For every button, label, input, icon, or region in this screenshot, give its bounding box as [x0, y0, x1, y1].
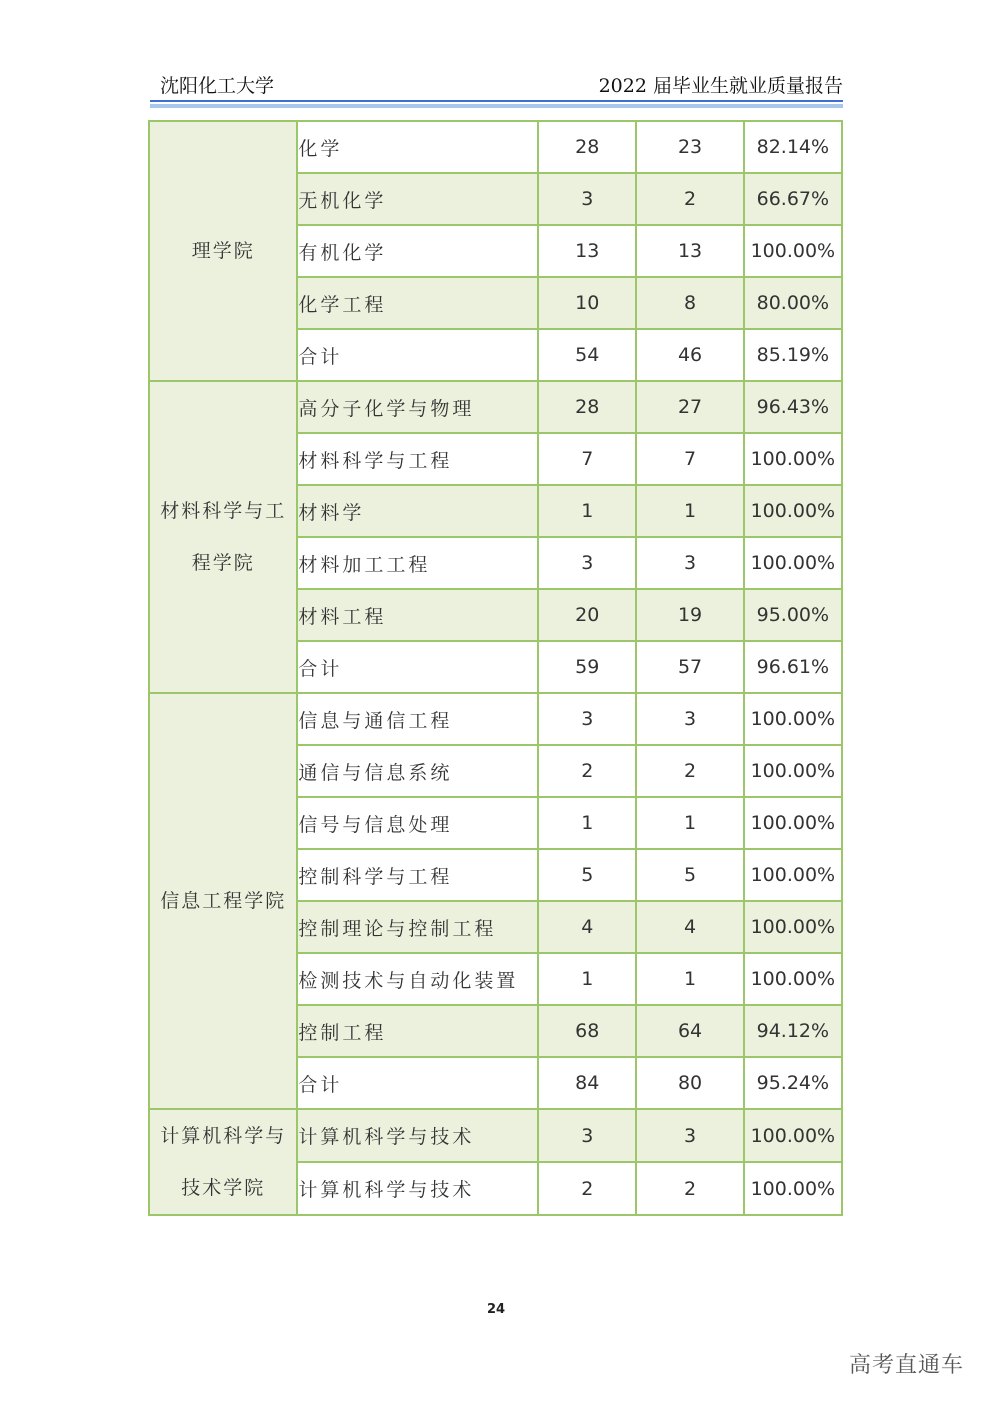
graduates-count-cell: 4	[538, 901, 636, 953]
employment-rate-cell: 100.00%	[744, 745, 842, 797]
employment-rate-cell: 100.00%	[744, 901, 842, 953]
employed-count-cell: 2	[636, 745, 743, 797]
table-row	[149, 381, 842, 433]
employed-count-cell: 1	[636, 797, 743, 849]
graduates-count-cell: 13	[538, 225, 636, 277]
major-name-cell: 材料加工工程	[297, 537, 538, 589]
employed-count-cell: 3	[636, 1109, 743, 1162]
employment-rate-cell: 100.00%	[744, 693, 842, 745]
page-number: 24	[486, 1302, 506, 1317]
major-name-cell: 控制科学与工程	[297, 849, 538, 901]
major-name-cell: 控制工程	[297, 1005, 538, 1057]
graduates-count-cell: 54	[538, 329, 636, 381]
major-name-cell: 材料工程	[297, 589, 538, 641]
employed-count-cell: 3	[636, 537, 743, 589]
graduates-count-cell: 59	[538, 641, 636, 693]
header-university-name: 沈阳化工大学	[160, 75, 275, 97]
graduates-count-cell: 1	[538, 485, 636, 537]
graduates-count-cell: 10	[538, 277, 636, 329]
graduates-count-cell: 28	[538, 381, 636, 433]
header-rule-thick	[150, 104, 843, 108]
graduates-count-cell: 5	[538, 849, 636, 901]
employment-rate-cell: 85.19%	[744, 329, 842, 381]
employment-rate-cell: 100.00%	[744, 797, 842, 849]
employed-count-cell: 46	[636, 329, 743, 381]
employment-rate-cell: 100.00%	[744, 849, 842, 901]
employment-rate-cell: 96.61%	[744, 641, 842, 693]
employment-table-body	[149, 121, 842, 1215]
employment-rate-cell: 100.00%	[744, 485, 842, 537]
major-name-cell: 无机化学	[297, 173, 538, 225]
college-name-cell: 计算机科学与技术学院	[149, 1109, 297, 1215]
table-row	[149, 121, 842, 173]
employed-count-cell: 2	[636, 1162, 743, 1215]
table-row	[149, 1109, 842, 1162]
table-row	[149, 693, 842, 745]
graduates-count-cell: 20	[538, 589, 636, 641]
employed-count-cell: 3	[636, 693, 743, 745]
employed-count-cell: 27	[636, 381, 743, 433]
employment-rate-cell: 80.00%	[744, 277, 842, 329]
employment-rate-cell: 100.00%	[744, 225, 842, 277]
employment-rate-cell: 100.00%	[744, 1162, 842, 1215]
employment-rate-cell: 82.14%	[744, 121, 842, 173]
employment-rate-cell: 66.67%	[744, 173, 842, 225]
employment-rate-cell: 95.24%	[744, 1057, 842, 1109]
graduates-count-cell: 2	[538, 1162, 636, 1215]
graduates-count-cell: 28	[538, 121, 636, 173]
employed-count-cell: 1	[636, 485, 743, 537]
graduates-count-cell: 2	[538, 745, 636, 797]
major-name-cell: 计算机科学与技术	[297, 1109, 538, 1162]
employed-count-cell: 8	[636, 277, 743, 329]
header-report-title: 2022 届毕业生就业质量报告	[598, 75, 843, 97]
employment-rate-cell: 94.12%	[744, 1005, 842, 1057]
major-name-cell: 计算机科学与技术	[297, 1162, 538, 1215]
employed-count-cell: 80	[636, 1057, 743, 1109]
graduates-count-cell: 1	[538, 953, 636, 1005]
employed-count-cell: 1	[636, 953, 743, 1005]
employment-table	[148, 120, 843, 1216]
employment-rate-cell: 95.00%	[744, 589, 842, 641]
major-name-cell: 控制理论与控制工程	[297, 901, 538, 953]
employment-rate-cell: 100.00%	[744, 433, 842, 485]
graduates-count-cell: 1	[538, 797, 636, 849]
header-rule-thin	[150, 100, 843, 102]
major-name-cell: 合计	[297, 1057, 538, 1109]
employment-rate-cell: 96.43%	[744, 381, 842, 433]
graduates-count-cell: 84	[538, 1057, 636, 1109]
major-name-cell: 高分子化学与物理	[297, 381, 538, 433]
major-name-cell: 化学	[297, 121, 538, 173]
major-name-cell: 材料学	[297, 485, 538, 537]
employed-count-cell: 5	[636, 849, 743, 901]
employed-count-cell: 4	[636, 901, 743, 953]
graduates-count-cell: 3	[538, 173, 636, 225]
page-header	[150, 74, 843, 98]
major-name-cell: 合计	[297, 329, 538, 381]
employment-rate-cell: 100.00%	[744, 1109, 842, 1162]
college-name-cell: 材料科学与工程学院	[149, 381, 297, 693]
employed-count-cell: 23	[636, 121, 743, 173]
major-name-cell: 通信与信息系统	[297, 745, 538, 797]
watermark-text: 高考直通车	[848, 1353, 964, 1378]
employed-count-cell: 2	[636, 173, 743, 225]
major-name-cell: 检测技术与自动化装置	[297, 953, 538, 1005]
employment-rate-cell: 100.00%	[744, 537, 842, 589]
graduates-count-cell: 3	[538, 537, 636, 589]
employed-count-cell: 64	[636, 1005, 743, 1057]
employment-rate-cell: 100.00%	[744, 953, 842, 1005]
major-name-cell: 信号与信息处理	[297, 797, 538, 849]
graduates-count-cell: 68	[538, 1005, 636, 1057]
graduates-count-cell: 7	[538, 433, 636, 485]
college-name-cell: 理学院	[149, 121, 297, 381]
major-name-cell: 材料科学与工程	[297, 433, 538, 485]
employed-count-cell: 7	[636, 433, 743, 485]
graduates-count-cell: 3	[538, 1109, 636, 1162]
major-name-cell: 有机化学	[297, 225, 538, 277]
employed-count-cell: 57	[636, 641, 743, 693]
major-name-cell: 化学工程	[297, 277, 538, 329]
employed-count-cell: 19	[636, 589, 743, 641]
major-name-cell: 合计	[297, 641, 538, 693]
employed-count-cell: 13	[636, 225, 743, 277]
graduates-count-cell: 3	[538, 693, 636, 745]
college-name-cell: 信息工程学院	[149, 693, 297, 1109]
major-name-cell: 信息与通信工程	[297, 693, 538, 745]
